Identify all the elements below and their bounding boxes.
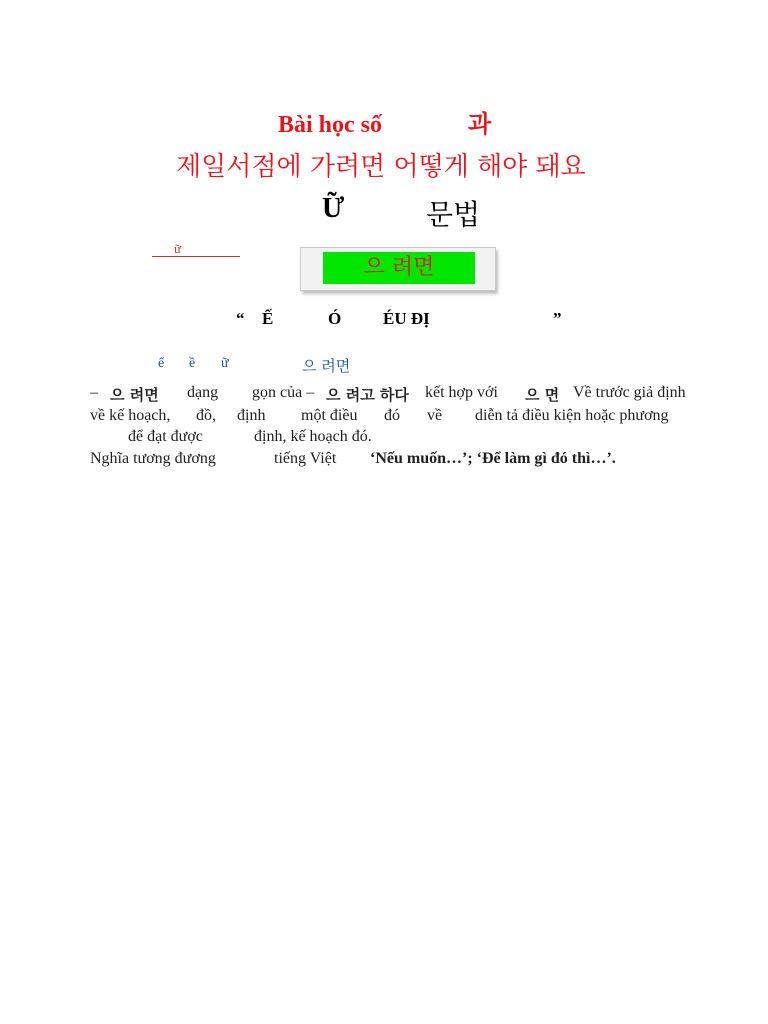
explanation-korean: 으 려면 (302, 357, 351, 375)
quote-part-1: Ế (262, 309, 274, 328)
body-line-3-text-2: định, kế hoạch đó. (254, 428, 372, 445)
grammar-box (300, 247, 496, 291)
quote-part-2: Ó (328, 309, 342, 328)
body-line-2-text-3: định (237, 407, 266, 424)
body-line-1-dash: – (90, 384, 98, 401)
quote-open: “ (236, 309, 245, 328)
body-line-3-text-1: để đạt được (128, 428, 203, 445)
section-heading-ko: 문법 (426, 198, 481, 231)
body-line-4-text-1: Nghĩa tương đương (90, 450, 216, 467)
body-line-2-text-2: đồ, (196, 407, 216, 424)
body-line-1-text-2: gọn của – (252, 384, 315, 401)
body-line-4-text-2: tiếng Việt (274, 450, 337, 467)
body-line-1-ko-1: 으 려면 (110, 386, 159, 404)
body-line-1-text-4: Về trước giả định (573, 384, 686, 401)
body-line-2-text-6: về (427, 407, 443, 424)
section-heading (322, 193, 481, 231)
explanation-char-3: ữ (221, 356, 229, 371)
body-line-4-meaning: ‘Nếu muốn…’; ‘Để làm gì đó thì…’. (370, 450, 616, 467)
lesson-title (278, 104, 491, 139)
quote-part-3: ÉU ĐỊ (383, 309, 430, 328)
body-line-2-text-5: đó (384, 407, 400, 424)
grammar-label: ữ (152, 241, 240, 257)
body-line-1-text-3: kết hợp với (425, 384, 498, 401)
body-line-1-ko-2: 으 려고 하다 (326, 386, 409, 404)
body-line-1-ko-3: 으 면 (525, 386, 560, 404)
lesson-suffix: 과 (468, 112, 492, 138)
grammar-pattern: 으 려면 (323, 252, 475, 284)
body-line-2-text-7: diễn tả điều kiện hoặc phương (475, 407, 669, 424)
explanation-char-2: ề (189, 356, 196, 371)
section-heading-vi: Ữ (322, 193, 345, 224)
lesson-korean-title: 제일서점에 가려면 어떻게 해야 돼요 (176, 152, 586, 182)
explanation-char-1: ể (158, 356, 165, 371)
body-line-2-text-1: về kế hoạch, (90, 407, 171, 424)
lesson-number-label: Bài học số (278, 112, 383, 138)
quote-close: ” (553, 309, 562, 328)
body-line-1-text-1: dạng (187, 384, 219, 401)
body-line-2-text-4: một điều (301, 407, 358, 424)
